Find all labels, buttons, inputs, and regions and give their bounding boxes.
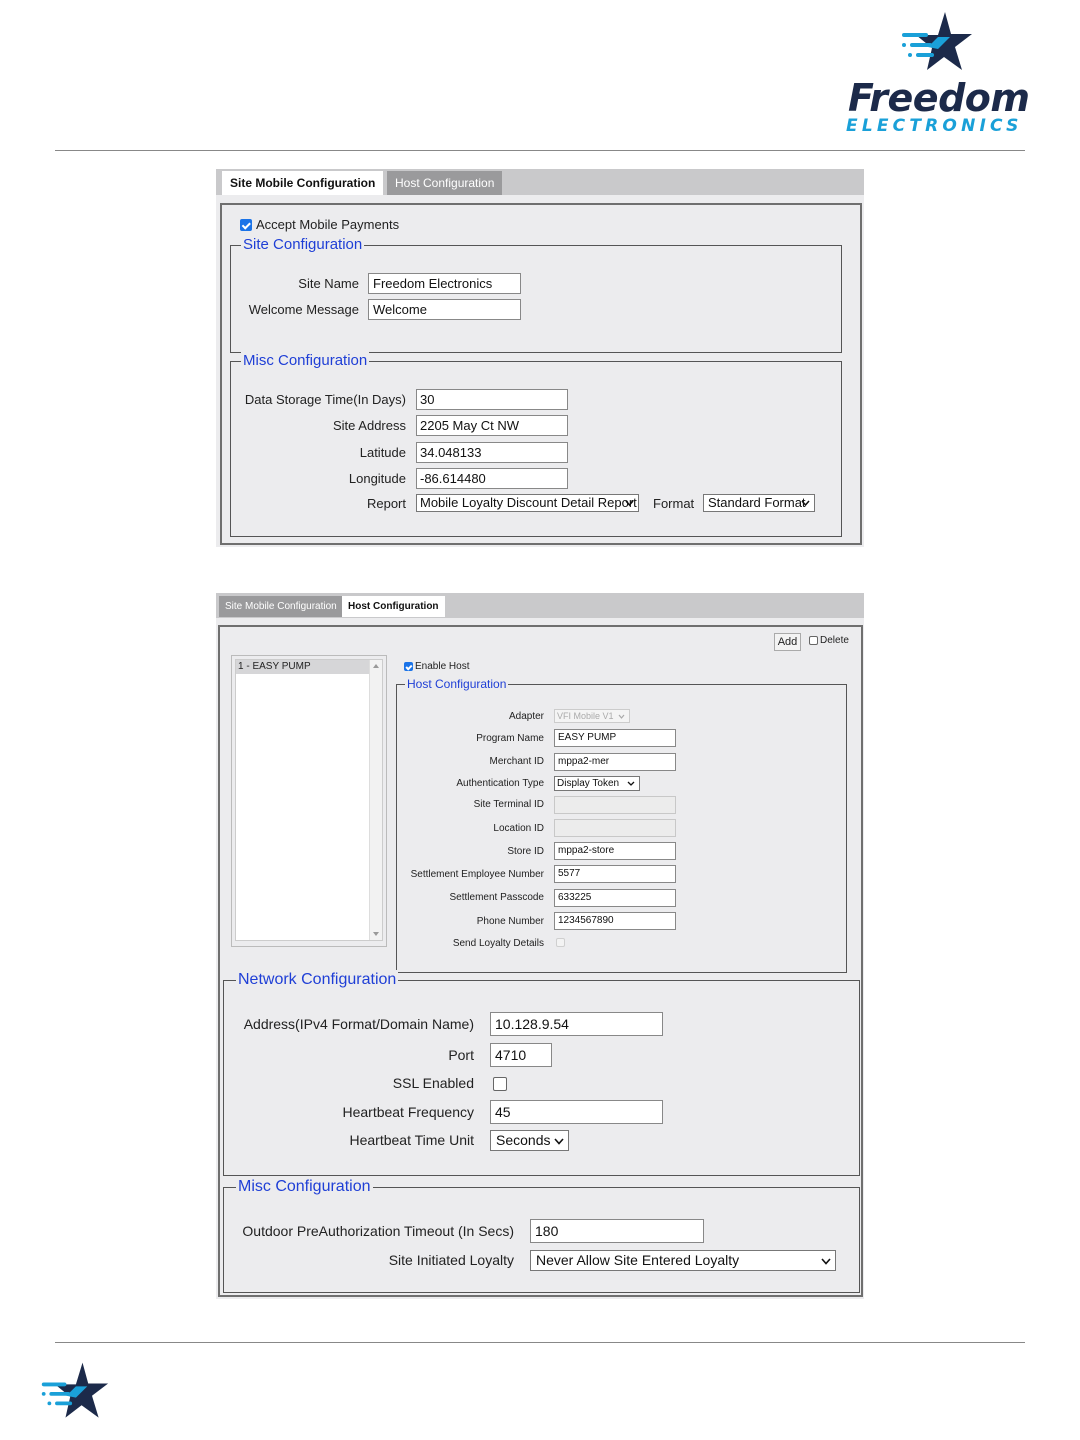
chevron-down-icon: [801, 500, 810, 506]
enable-host-label: Enable Host: [415, 661, 470, 672]
phone-number-input[interactable]: 1234567890: [554, 912, 676, 930]
authentication-type-label: Authentication Type: [456, 778, 544, 789]
site-config-fieldset: [230, 236, 842, 353]
star-logo-icon: [38, 1360, 110, 1424]
tab-host-configuration[interactable]: Host Configuration: [342, 596, 445, 617]
program-name-label: Program Name: [476, 733, 544, 744]
port-label: Port: [448, 1047, 474, 1063]
list-item[interactable]: 1 - EASY PUMP: [236, 660, 370, 674]
data-storage-input[interactable]: 30: [416, 389, 568, 410]
preauth-timeout-label: Outdoor PreAuthorization Timeout (In Secs): [242, 1223, 514, 1239]
location-id-label: Location ID: [493, 823, 544, 834]
welcome-message-input[interactable]: Welcome: [368, 299, 521, 320]
format-select[interactable]: [703, 494, 815, 512]
site-terminal-id-label: Site Terminal ID: [473, 799, 544, 810]
report-select-value: Mobile Loyalty Discount Detail Report: [420, 495, 637, 510]
site-name-label: Site Name: [298, 276, 359, 291]
heartbeat-time-unit-value: Seconds: [496, 1132, 551, 1148]
site-initiated-loyalty-label: Site Initiated Loyalty: [388, 1252, 514, 1268]
heartbeat-frequency-label: Heartbeat Frequency: [342, 1104, 474, 1120]
location-id-input: [554, 819, 676, 837]
authentication-type-value: Display Token: [557, 778, 620, 789]
chevron-down-icon: [627, 781, 635, 786]
host-list[interactable]: [235, 659, 383, 941]
welcome-message-label: Welcome Message: [248, 302, 359, 317]
ssl-enabled-checkbox[interactable]: [493, 1077, 507, 1091]
network-config-legend: Network Configuration: [238, 971, 397, 988]
brand-name: Freedom: [848, 76, 1030, 120]
site-config-legend: Site Configuration: [243, 236, 363, 253]
accept-mobile-payments-checkbox[interactable]: [240, 219, 252, 231]
chevron-down-icon: [618, 714, 625, 719]
host-misc-config-fieldset: [223, 1178, 860, 1293]
settlement-employee-number-label: Settlement Employee Number: [410, 869, 544, 880]
network-address-input[interactable]: 10.128.9.54: [490, 1012, 663, 1036]
site-terminal-id-input: [554, 796, 676, 814]
host-list-frame: [231, 655, 387, 947]
site-name-input[interactable]: Freedom Electronics: [368, 273, 521, 294]
ssl-enabled-label: SSL Enabled: [392, 1075, 474, 1091]
program-name-input[interactable]: EASY PUMP: [554, 729, 676, 747]
misc-config-fieldset: [230, 352, 842, 537]
scroll-down-icon[interactable]: [373, 932, 379, 936]
scrollbar[interactable]: [369, 660, 382, 940]
send-loyalty-details-label: Send Loyalty Details: [452, 938, 544, 949]
site-mobile-config-panel: [216, 169, 864, 547]
longitude-input[interactable]: -86.614480: [416, 468, 568, 489]
preauth-timeout-input[interactable]: 180: [530, 1219, 704, 1243]
latitude-input[interactable]: 34.048133: [416, 442, 568, 463]
host-misc-config-legend: Misc Configuration: [238, 1178, 371, 1195]
chevron-down-icon: [554, 1138, 564, 1145]
settlement-passcode-label: Settlement Passcode: [449, 892, 544, 903]
network-address-label: Address(IPv4 Format/Domain Name): [243, 1016, 474, 1032]
adapter-select-value: VFI Mobile V1: [557, 711, 614, 721]
host-config-legend: Host Configuration: [407, 677, 507, 691]
chevron-down-icon: [821, 1258, 831, 1265]
scroll-up-icon[interactable]: [373, 664, 379, 668]
report-label: Report: [366, 496, 406, 511]
heartbeat-frequency-input[interactable]: 45: [490, 1100, 663, 1124]
longitude-label: Longitude: [348, 471, 406, 486]
header-divider: [55, 150, 1025, 151]
site-initiated-loyalty-value: Never Allow Site Entered Loyalty: [536, 1252, 740, 1268]
heartbeat-time-unit-select[interactable]: [490, 1130, 569, 1151]
tab-site-mobile-configuration[interactable]: Site Mobile Configuration: [222, 171, 383, 195]
report-select[interactable]: [416, 494, 639, 512]
tab-bar: [216, 169, 864, 195]
host-config-fieldset: [396, 677, 847, 973]
port-input[interactable]: 4710: [490, 1043, 552, 1067]
phone-number-label: Phone Number: [476, 916, 544, 927]
latitude-label: Latitude: [359, 445, 406, 460]
data-storage-label: Data Storage Time(In Days): [244, 392, 406, 407]
site-initiated-loyalty-select[interactable]: [530, 1250, 836, 1271]
format-label: Format: [653, 496, 695, 511]
authentication-type-select[interactable]: [554, 776, 640, 791]
format-select-value: Standard Format: [708, 495, 806, 510]
adapter-label: Adapter: [508, 711, 544, 722]
star-logo-icon: [898, 10, 974, 76]
delete-checkbox[interactable]: [809, 636, 818, 645]
footer-divider: [55, 1342, 1025, 1343]
settlement-passcode-input[interactable]: 633225: [554, 889, 676, 907]
delete-label: Delete: [820, 635, 849, 646]
tab-host-configuration[interactable]: Host Configuration: [387, 171, 502, 195]
tab-bar: [216, 593, 864, 618]
tab-site-mobile-configuration[interactable]: Site Mobile Configuration: [219, 596, 343, 617]
site-address-label: Site Address: [333, 418, 406, 433]
adapter-select: [554, 709, 630, 723]
store-id-label: Store ID: [507, 846, 544, 857]
accept-mobile-payments-label: Accept Mobile Payments: [256, 217, 400, 232]
site-mobile-frame: [220, 203, 862, 545]
merchant-id-input[interactable]: mppa2-mer: [554, 753, 676, 771]
site-address-input[interactable]: 2205 May Ct NW: [416, 415, 568, 436]
merchant-id-label: Merchant ID: [489, 756, 544, 767]
chevron-down-icon: [625, 500, 634, 506]
misc-config-legend: Misc Configuration: [243, 352, 368, 369]
enable-host-checkbox[interactable]: [404, 662, 413, 671]
add-button[interactable]: Add: [774, 633, 801, 651]
settlement-employee-number-input[interactable]: 5577: [554, 865, 676, 883]
send-loyalty-details-checkbox: [556, 938, 565, 947]
store-id-input[interactable]: mppa2-store: [554, 842, 676, 860]
brand-subname: ELECTRONICS: [846, 116, 1023, 136]
host-config-panel: [216, 593, 864, 1299]
heartbeat-time-unit-label: Heartbeat Time Unit: [349, 1132, 474, 1148]
host-frame: [218, 625, 863, 1297]
network-config-fieldset: [223, 971, 860, 1176]
